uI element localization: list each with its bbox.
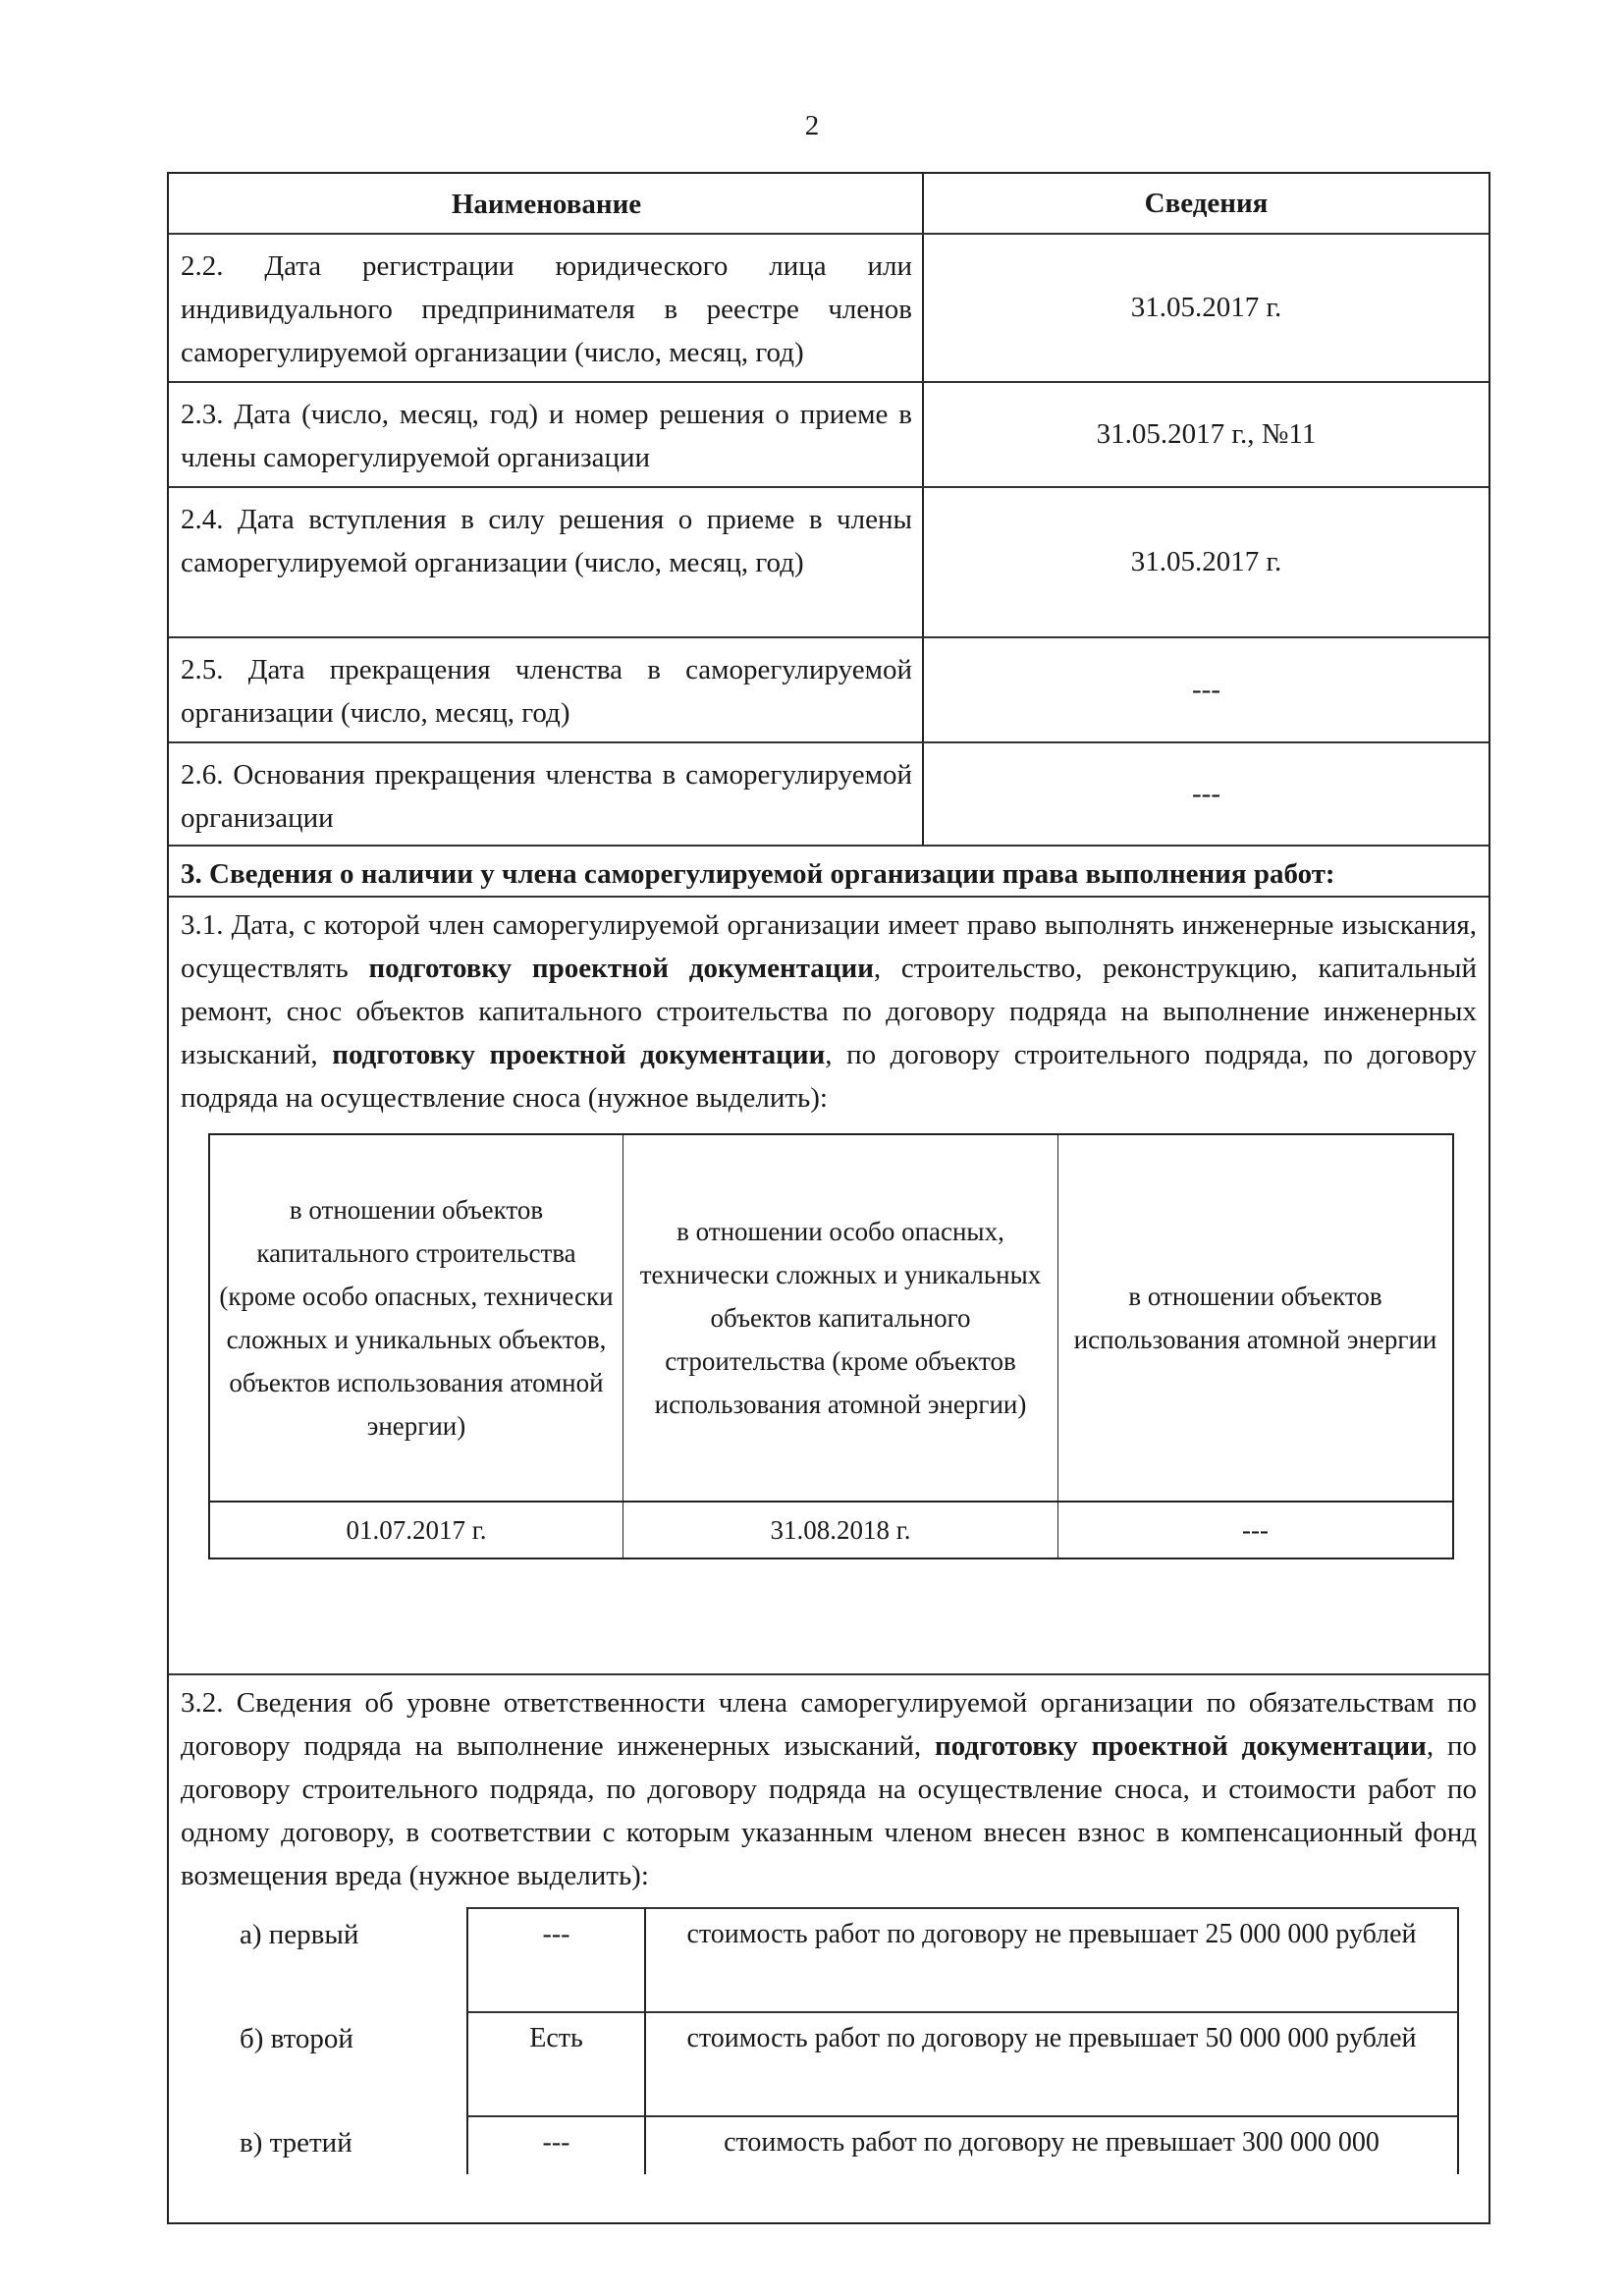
level-mark: Есть [466, 2011, 644, 2115]
section-3-2-text [181, 1681, 1477, 1897]
row-value: 31.05.2017 г., №11 [1096, 418, 1317, 450]
col-header-atomic: в отношении объектов использования атомной энергии [1058, 1135, 1452, 1503]
level-mark: --- [466, 1907, 644, 2011]
section-3-2 [169, 1675, 1489, 2222]
level-label: в) третий [240, 2127, 352, 2159]
text-span: 3.2. Сведения об уровне ответственности члена саморегулируемой организации по обязательствам по договору подряда на выполнение инженерных изысканий, [181, 1687, 1477, 1762]
bold-span: подготовку проектной документации [935, 1730, 1427, 1762]
bold-span: подготовку проектной документации [368, 953, 874, 984]
col-header-ordinary: в отношении объектов капитального строительства (кроме особо опасных, технически сложных и уникальных объектов, объектов использования атомной энергии) [210, 1135, 623, 1503]
table-row [169, 638, 1489, 743]
table-row [169, 383, 1489, 488]
table-header-row [169, 174, 1489, 235]
level-desc: стоимость работ по договору не превышает 25 000 000 рублей [644, 1907, 1459, 2011]
value-atomic: --- [1242, 1515, 1269, 1545]
page-number: 2 [804, 110, 820, 141]
level-desc: стоимость работ по договору не превышает 300 000 000 [644, 2115, 1459, 2174]
bold-span: подготовку проектной документации [332, 1039, 826, 1070]
row-label: 2.3. Дата (число, месяц, год) и номер решения о приеме в члены саморегулируемой организации [169, 383, 924, 486]
row-value: --- [1192, 778, 1220, 809]
section-3-title: 3. Сведения о наличии у члена саморегулируемой организации права выполнения работ: [181, 858, 1335, 890]
col-header-dangerous: в отношении особо опасных, технически сложных и уникальных объектов капитального строительства (кроме объектов использования атомной энергии) [623, 1135, 1058, 1503]
header-name: Наименование [169, 174, 924, 233]
row-value: --- [1192, 674, 1220, 705]
row-value: 31.05.2017 г. [1130, 546, 1282, 577]
row-label: 2.2. Дата регистрации юридического лица или индивидуального предпринимателя в реестре членов саморегулируемой организации (число, месяц, год) [169, 235, 924, 381]
level-label: б) второй [240, 2023, 353, 2054]
text-span: , по договору строительного подряда, по договору подряда на осуществление сноса, и стоимости работ по одному договору, в соответствии с которым указанным членом внесен взнос в компенсационный фонд возмещения вреда (нужное выделить): [181, 1730, 1477, 1891]
table-row [169, 488, 1489, 638]
value-ordinary: 01.07.2017 г. [210, 1503, 623, 1558]
table-row [169, 235, 1489, 383]
section-3-1-text [181, 903, 1477, 1120]
work-rights-table [208, 1133, 1454, 1559]
value-dangerous: 31.08.2018 г. [623, 1503, 1058, 1558]
section-3-2-row [169, 1675, 1489, 2222]
text-span: , строительство, реконструкцию, капитальный ремонт, снос объектов капитального строительства по договору подряда на выполнение инженерных изысканий, [181, 953, 1478, 1070]
header-value: Сведения [1144, 187, 1269, 219]
row-value: 31.05.2017 г. [1130, 292, 1282, 323]
level-label: а) первый [240, 1919, 359, 1950]
responsibility-levels-table [181, 1907, 1459, 2174]
row-label: 2.4. Дата вступления в силу решения о приеме в члены саморегулируемой организации (число, месяц, год) [169, 488, 924, 636]
text-span: , по договору строительного подряда, по договору подряда на осуществление сноса (нужное выделить): [181, 1039, 1478, 1114]
membership-info-table [167, 172, 1490, 2224]
table-row [169, 743, 1489, 847]
section-3-1 [169, 898, 1489, 1673]
text-span: 3.1. Дата, с которой член саморегулируемой организации имеет право выполнять инженерные изыскания, осуществлять [181, 909, 1477, 984]
row-label: 2.6. Основания прекращения членства в саморегулируемой организации [169, 743, 924, 845]
level-mark: --- [466, 2115, 644, 2174]
section-3-title-row [169, 847, 1489, 898]
level-desc: стоимость работ по договору не превышает 50 000 000 рублей [644, 2011, 1459, 2115]
row-label: 2.5. Дата прекращения членства в саморегулируемой организации (число, месяц, год) [169, 638, 924, 741]
section-3-1-row [169, 898, 1489, 1675]
